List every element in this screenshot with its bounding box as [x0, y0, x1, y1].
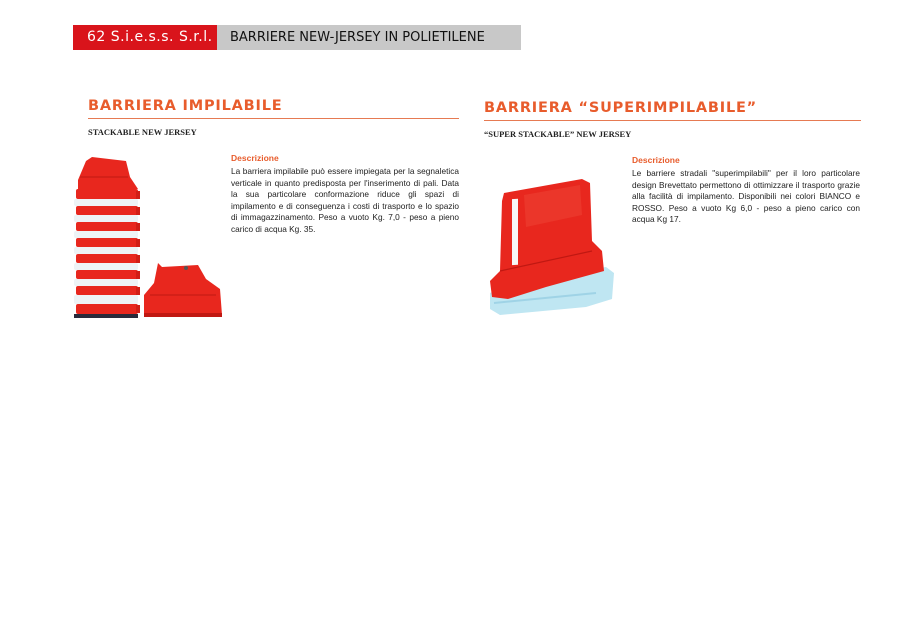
right-description-text: Le barriere stradali "superimpilabili" per il loro particolare design Brevettato permettono di ottimizzare il trasporto grazie alla facilità di impilamento. Disponibili nei colori BIANCO e ROSSO. Peso a vuoto Kg 6,0 - peso a pieno carico con acqua Kg 17. [632, 168, 860, 225]
page-number-badge: 62 S.i.e.s.s. S.r.l. [73, 25, 217, 50]
right-product-title: BARRIERA “SUPERIMPILABILE” [484, 100, 758, 116]
stacked-barriers-image [70, 155, 230, 323]
catalog-section-title: BARRIERE NEW-JERSEY IN POLIETILENE [217, 25, 521, 50]
super-stackable-barrier-image [486, 175, 636, 320]
left-product-title: BARRIERA IMPILABILE [88, 98, 283, 114]
left-title-rule [88, 118, 459, 119]
right-title-rule [484, 120, 861, 121]
left-product-subtitle: STACKABLE NEW JERSEY [88, 127, 197, 137]
left-description-text: La barriera impilabile può essere impiegata per la segnaletica verticale in quanto predisposta per l'inserimento di pali. Data la sua particolare conformazione riduce gli spazi di impilamento e di conseguenza i costi di trasporto e lo spazio di immagazzinamento. Peso a vuoto Kg. 7,0 - peso a pieno carico di acqua Kg. 35. [231, 166, 459, 234]
right-description-heading: Descrizione [632, 155, 680, 165]
left-description-heading: Descrizione [231, 153, 279, 163]
right-product-subtitle: “SUPER STACKABLE” NEW JERSEY [484, 129, 632, 139]
